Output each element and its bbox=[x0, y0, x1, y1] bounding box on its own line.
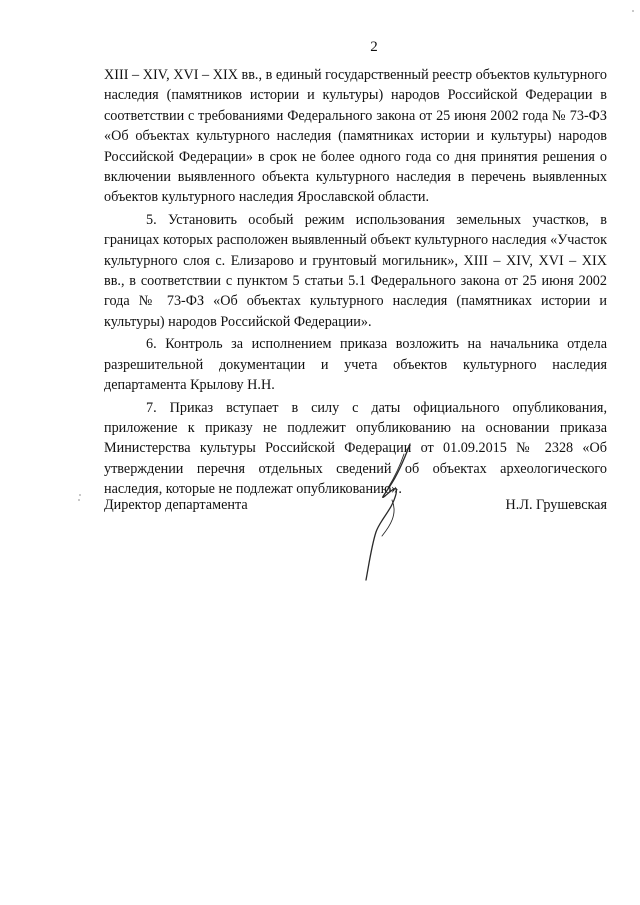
document-body bbox=[104, 65, 607, 500]
scan-speck bbox=[79, 494, 81, 496]
signatory-name: Н.Л. Грушевская bbox=[505, 497, 607, 513]
paragraph-continuation: XIII – XIV, XVI – XIX вв., в единый государственный реестр объектов культурного наследия (памятников истории и культуры) народов Российской Федерации в соответствии с требованиями Федерального закона от 25 июня 2002 года № 73-ФЗ «Об объектах культурного наследия (памятниках истории и культуры) народов Российской Федерации» в срок не более одного года со дня принятия решения о включении выявленного объекта культурного наследия в перечень выявленных объектов культурного наследия Ярославской области. bbox=[104, 67, 607, 206]
paragraph-item-7: 7. Приказ вступает в силу с даты официального опубликования, приложение к приказу не подлежит опубликованию на основании приказа Министерства культуры Российской Федерации от 01.09.2015 № 2328 «Об утверждении перечня отдельных сведений об объектах археологического наследия, которые не подлежат опубликованию». bbox=[104, 399, 607, 498]
paragraph-item-5: 5. Установить особый режим использования земельных участков, в границах которых расположен выявленный объект культурного наследия «Участок культурного слоя с. Елизарово и грунтовый могильник», XIII – XIV, XVI – XIX вв., в соответствии с пунктом 5 статьи 5.1 Федерального закона от 25 июня 2002 года № 73-ФЗ «Об объектах культурного наследия (памятниках истории и культуры) народов Российской Федерации». bbox=[104, 211, 607, 330]
scan-speck bbox=[632, 10, 634, 12]
signatory-title: Директор департамента bbox=[104, 497, 248, 513]
page-number: 2 bbox=[370, 39, 378, 55]
handwritten-signature-icon bbox=[340, 440, 440, 590]
paragraph-item-6: 6. Контроль за исполнением приказа возложить на начальника отдела разрешительной документации и учета объектов культурного наследия департамента Крылову Н.Н. bbox=[104, 336, 607, 394]
scan-speck bbox=[78, 499, 80, 501]
